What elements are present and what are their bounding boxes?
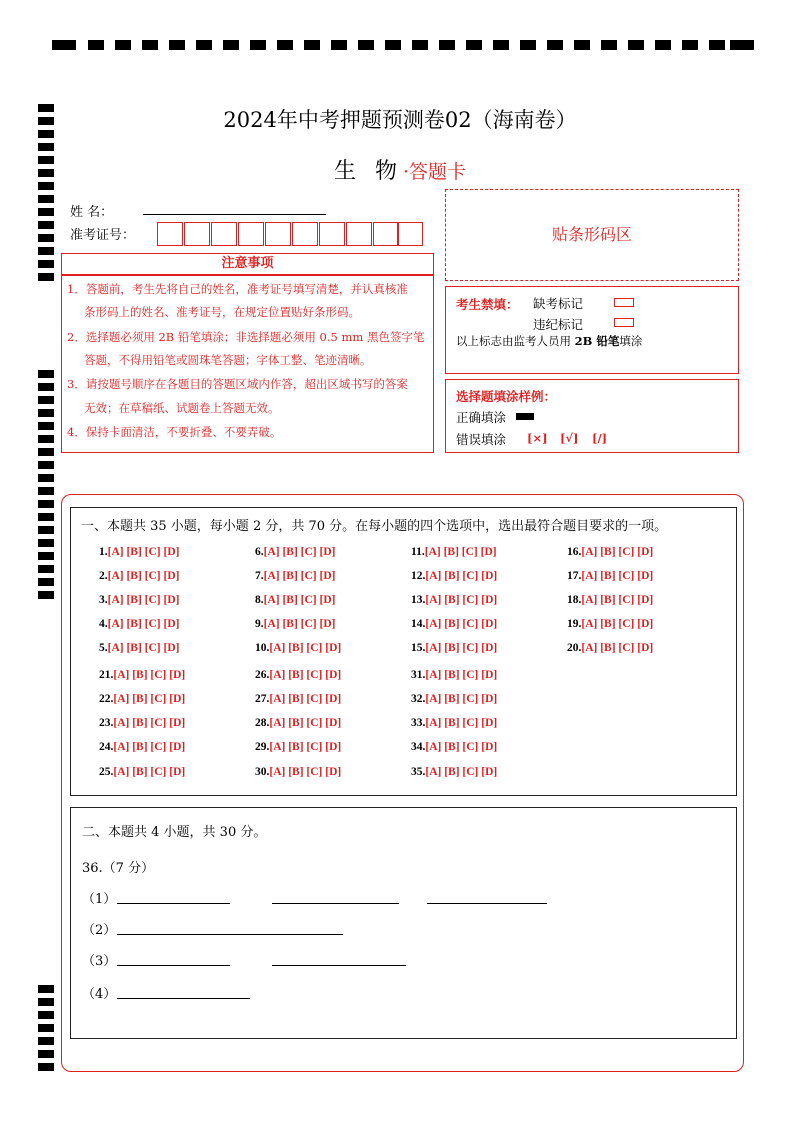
part-label: （1） xyxy=(82,892,117,907)
question-number: 12. xyxy=(411,570,426,582)
subtitle xyxy=(0,154,800,185)
violate-mark-label: 违纪标记 xyxy=(533,317,584,332)
wrong-label: 错误填涂 xyxy=(456,432,507,447)
question-number: 29. xyxy=(255,741,270,753)
answer-line[interactable] xyxy=(117,998,250,999)
answer-line[interactable] xyxy=(427,903,547,904)
id-digit-box[interactable] xyxy=(397,222,423,246)
wrong-mark: [/] xyxy=(592,431,608,445)
mcq-item[interactable] xyxy=(411,693,497,705)
note-post: 填涂 xyxy=(619,334,643,348)
question-number: 26. xyxy=(255,669,270,681)
question-number: 2. xyxy=(99,570,108,582)
note-bold: 2B 铅笔 xyxy=(574,334,620,348)
mcq-item[interactable] xyxy=(255,618,335,630)
mcq-item[interactable] xyxy=(567,642,653,654)
question-number: 23. xyxy=(99,717,114,729)
notice-item: 条形码上的姓名、准考证号，在规定位置贴好条形码。 xyxy=(84,305,360,319)
mcq-item[interactable] xyxy=(99,669,185,681)
mcq-item[interactable] xyxy=(99,766,185,778)
answer-options[interactable]: [A] [B] [C] [D] xyxy=(107,546,180,558)
id-digit-box[interactable] xyxy=(373,222,399,246)
mcq-item[interactable] xyxy=(99,618,179,630)
answer-options[interactable]: [A] [B] [C] [D] xyxy=(581,642,654,654)
correct-fill-sample xyxy=(516,413,534,420)
answer-line[interactable] xyxy=(117,934,343,935)
answer-options[interactable]: [A] [B] [C] [D] xyxy=(269,693,342,705)
note-pre: 以上标志由监考人员用 xyxy=(456,334,575,348)
mcq-item[interactable] xyxy=(255,546,335,558)
mcq-item[interactable] xyxy=(255,594,335,606)
violate-mark-box[interactable] xyxy=(614,318,634,327)
answer-options[interactable]: [A] [B] [C] [D] xyxy=(263,594,336,606)
answer-options[interactable]: [A] [B] [C] [D] xyxy=(107,570,180,582)
mcq-item[interactable] xyxy=(567,594,653,606)
name-field[interactable] xyxy=(143,214,326,215)
top-timing-marks xyxy=(52,40,754,50)
answer-options[interactable]: [A] [B] [C] [D] xyxy=(113,669,186,681)
question-number: 8. xyxy=(255,594,264,606)
part-label: （3） xyxy=(82,954,117,969)
question-number: 28. xyxy=(255,717,270,729)
answer-options[interactable]: [A] [B] [C] [D] xyxy=(269,766,342,778)
answer-options[interactable]: [A] [B] [C] [D] xyxy=(269,717,342,729)
notice-box xyxy=(61,275,434,453)
question-number: 24. xyxy=(99,741,114,753)
id-digit-box[interactable] xyxy=(265,222,291,246)
mcq-item[interactable] xyxy=(411,618,497,630)
answer-options[interactable]: [A] [B] [C] [D] xyxy=(263,546,336,558)
answer-options[interactable]: [A] [B] [C] [D] xyxy=(425,618,498,630)
absent-mark-box[interactable] xyxy=(614,298,634,307)
absent-mark-label: 缺考标记 xyxy=(533,296,584,311)
answer-options[interactable]: [A] [B] [C] [D] xyxy=(107,642,180,654)
section2-heading: 二、本题共 4 小题，共 30 分。 xyxy=(82,825,267,840)
mcq-item[interactable] xyxy=(411,741,497,753)
mcq-item[interactable] xyxy=(255,642,341,654)
question-number: 13. xyxy=(411,594,426,606)
answer-options[interactable]: [A] [B] [C] [D] xyxy=(269,741,342,753)
mcq-item[interactable] xyxy=(567,570,653,582)
answer-options[interactable]: [A] [B] [C] [D] xyxy=(113,766,186,778)
question-number: 25. xyxy=(99,766,114,778)
question-number: 6. xyxy=(255,546,264,558)
id-digit-box[interactable] xyxy=(319,222,345,246)
question-number: 21. xyxy=(99,669,114,681)
section2-box xyxy=(70,807,737,1039)
forbidden-label: 考生禁填： xyxy=(456,297,519,312)
answer-options[interactable]: [A] [B] [C] [D] xyxy=(113,717,186,729)
question-number: 3. xyxy=(99,594,108,606)
notice-item: 答题，不得用铅笔或圆珠笔答题；字体工整、笔迹清晰。 xyxy=(84,353,372,367)
notice-title: 注意事项 xyxy=(221,256,274,271)
subject-name: 生 物 xyxy=(333,159,403,184)
id-digit-box[interactable] xyxy=(211,222,237,246)
question-number: 19. xyxy=(567,618,582,630)
mcq-item[interactable] xyxy=(99,546,179,558)
question-number: 33. xyxy=(411,717,426,729)
mcq-item[interactable] xyxy=(411,546,497,558)
mcq-item[interactable] xyxy=(99,570,179,582)
answer-options[interactable]: [A] [B] [C] [D] xyxy=(425,642,498,654)
dot: · xyxy=(402,161,410,183)
mcq-item[interactable] xyxy=(567,546,653,558)
answer-options[interactable]: [A] [B] [C] [D] xyxy=(424,546,497,558)
question-number: 10. xyxy=(255,642,270,654)
mcq-item[interactable] xyxy=(411,669,497,681)
answer-options[interactable]: [A] [B] [C] [D] xyxy=(581,618,654,630)
question-number: 27. xyxy=(255,693,270,705)
question-number: 20. xyxy=(567,642,582,654)
answer-options[interactable]: [A] [B] [C] [D] xyxy=(263,618,336,630)
question-number: 11. xyxy=(411,546,425,558)
card-label: 答题卡 xyxy=(409,161,467,183)
answer-line[interactable] xyxy=(272,965,406,966)
answer-options[interactable]: [A] [B] [C] [D] xyxy=(425,717,498,729)
sample-box xyxy=(445,379,739,453)
answer-options[interactable]: [A] [B] [C] [D] xyxy=(425,693,498,705)
answer-options[interactable]: [A] [B] [C] [D] xyxy=(269,669,342,681)
question-number: 16. xyxy=(567,546,582,558)
notice-item: 1．答题前，考生先将自己的姓名，准考证号填写清楚，并认真核准 xyxy=(67,282,408,296)
mcq-item[interactable] xyxy=(255,717,341,729)
answer-options[interactable]: [A] [B] [C] [D] xyxy=(113,693,186,705)
answer-options[interactable]: [A] [B] [C] [D] xyxy=(113,741,186,753)
mcq-item[interactable] xyxy=(99,741,185,753)
answer-options[interactable]: [A] [B] [C] [D] xyxy=(425,766,498,778)
mcq-item[interactable] xyxy=(411,717,497,729)
answer-line[interactable] xyxy=(272,903,399,904)
mcq-item[interactable] xyxy=(99,642,179,654)
section1-heading: 一、本题共 35 小题，每小题 2 分，共 70 分。在每小题的四个选项中，选出最符合题目要求的一项。 xyxy=(81,519,668,534)
q36-label: 36.（7 分） xyxy=(82,861,155,876)
mcq-item[interactable] xyxy=(255,570,335,582)
question-number: 35. xyxy=(411,766,426,778)
question-number: 22. xyxy=(99,693,114,705)
id-digit-box[interactable] xyxy=(292,222,318,246)
mcq-item[interactable] xyxy=(255,741,341,753)
mcq-item[interactable] xyxy=(99,717,185,729)
answer-line[interactable] xyxy=(117,965,230,966)
question-number: 1. xyxy=(99,546,108,558)
answer-options[interactable]: [A] [B] [C] [D] xyxy=(425,669,498,681)
examinee-forbidden-box xyxy=(445,286,739,374)
id-digit-box[interactable] xyxy=(184,222,210,246)
question-number: 15. xyxy=(411,642,426,654)
name-label: 姓 名： xyxy=(70,205,114,220)
wrong-mark: [√] xyxy=(560,431,579,445)
question-number: 34. xyxy=(411,741,426,753)
id-label: 准考证号： xyxy=(70,228,136,243)
mcq-item[interactable] xyxy=(567,618,653,630)
answer-options[interactable]: [A] [B] [C] [D] xyxy=(269,642,342,654)
question-number: 18. xyxy=(567,594,582,606)
notice-item: 3．请按题号顺序在各题目的答题区域内作答，超出区域书写的答案 xyxy=(67,377,408,391)
forbidden-note xyxy=(456,333,642,349)
part-label: （4） xyxy=(82,987,117,1002)
id-digit-box[interactable] xyxy=(157,222,183,246)
id-digit-box[interactable] xyxy=(346,222,372,246)
barcode-label: 贴条形码区 xyxy=(551,225,632,244)
mcq-item[interactable] xyxy=(99,594,179,606)
mcq-item[interactable] xyxy=(411,594,497,606)
question-number: 30. xyxy=(255,766,270,778)
answer-options[interactable]: [A] [B] [C] [D] xyxy=(581,546,654,558)
wrong-mark: [×] xyxy=(527,431,548,445)
answer-options[interactable]: [A] [B] [C] [D] xyxy=(263,570,336,582)
question-number: 14. xyxy=(411,618,426,630)
notice-title-box xyxy=(61,253,434,275)
page-title: 2024年中考押题预测卷02（海南卷） xyxy=(223,108,577,132)
answer-options[interactable]: [A] [B] [C] [D] xyxy=(425,741,498,753)
id-digit-box[interactable] xyxy=(238,222,264,246)
answer-options[interactable]: [A] [B] [C] [D] xyxy=(425,570,498,582)
notice-item: 4．保持卡面清洁，不要折叠、不要弄破。 xyxy=(67,425,282,439)
mcq-item[interactable] xyxy=(411,570,497,582)
question-number: 31. xyxy=(411,669,426,681)
mcq-item[interactable] xyxy=(411,766,497,778)
part-label: （2） xyxy=(82,923,117,938)
answer-options[interactable]: [A] [B] [C] [D] xyxy=(425,594,498,606)
question-number: 9. xyxy=(255,618,264,630)
mcq-item[interactable] xyxy=(255,669,341,681)
barcode-area xyxy=(445,189,739,281)
question-number: 5. xyxy=(99,642,108,654)
question-number: 7. xyxy=(255,570,264,582)
question-number: 17. xyxy=(567,570,582,582)
notice-item: 无效；在草稿纸、试题卷上答题无效。 xyxy=(84,401,280,415)
section1-box xyxy=(70,507,737,796)
answer-options[interactable]: [A] [B] [C] [D] xyxy=(107,594,180,606)
answer-options[interactable]: [A] [B] [C] [D] xyxy=(581,594,654,606)
notice-item: 2．选择题必须用 2B 铅笔填涂；非选择题必须用 0.5 mm 黑色签字笔 xyxy=(67,330,425,344)
answer-options[interactable]: [A] [B] [C] [D] xyxy=(107,618,180,630)
correct-label: 正确填涂 xyxy=(456,410,507,425)
sample-title: 选择题填涂样例： xyxy=(456,389,557,404)
answer-options[interactable]: [A] [B] [C] [D] xyxy=(581,570,654,582)
mcq-item[interactable] xyxy=(255,693,341,705)
question-number: 4. xyxy=(99,618,108,630)
answer-line[interactable] xyxy=(117,903,230,904)
mcq-item[interactable] xyxy=(411,642,497,654)
question-number: 32. xyxy=(411,693,426,705)
mcq-item[interactable] xyxy=(99,693,185,705)
mcq-item[interactable] xyxy=(255,766,341,778)
